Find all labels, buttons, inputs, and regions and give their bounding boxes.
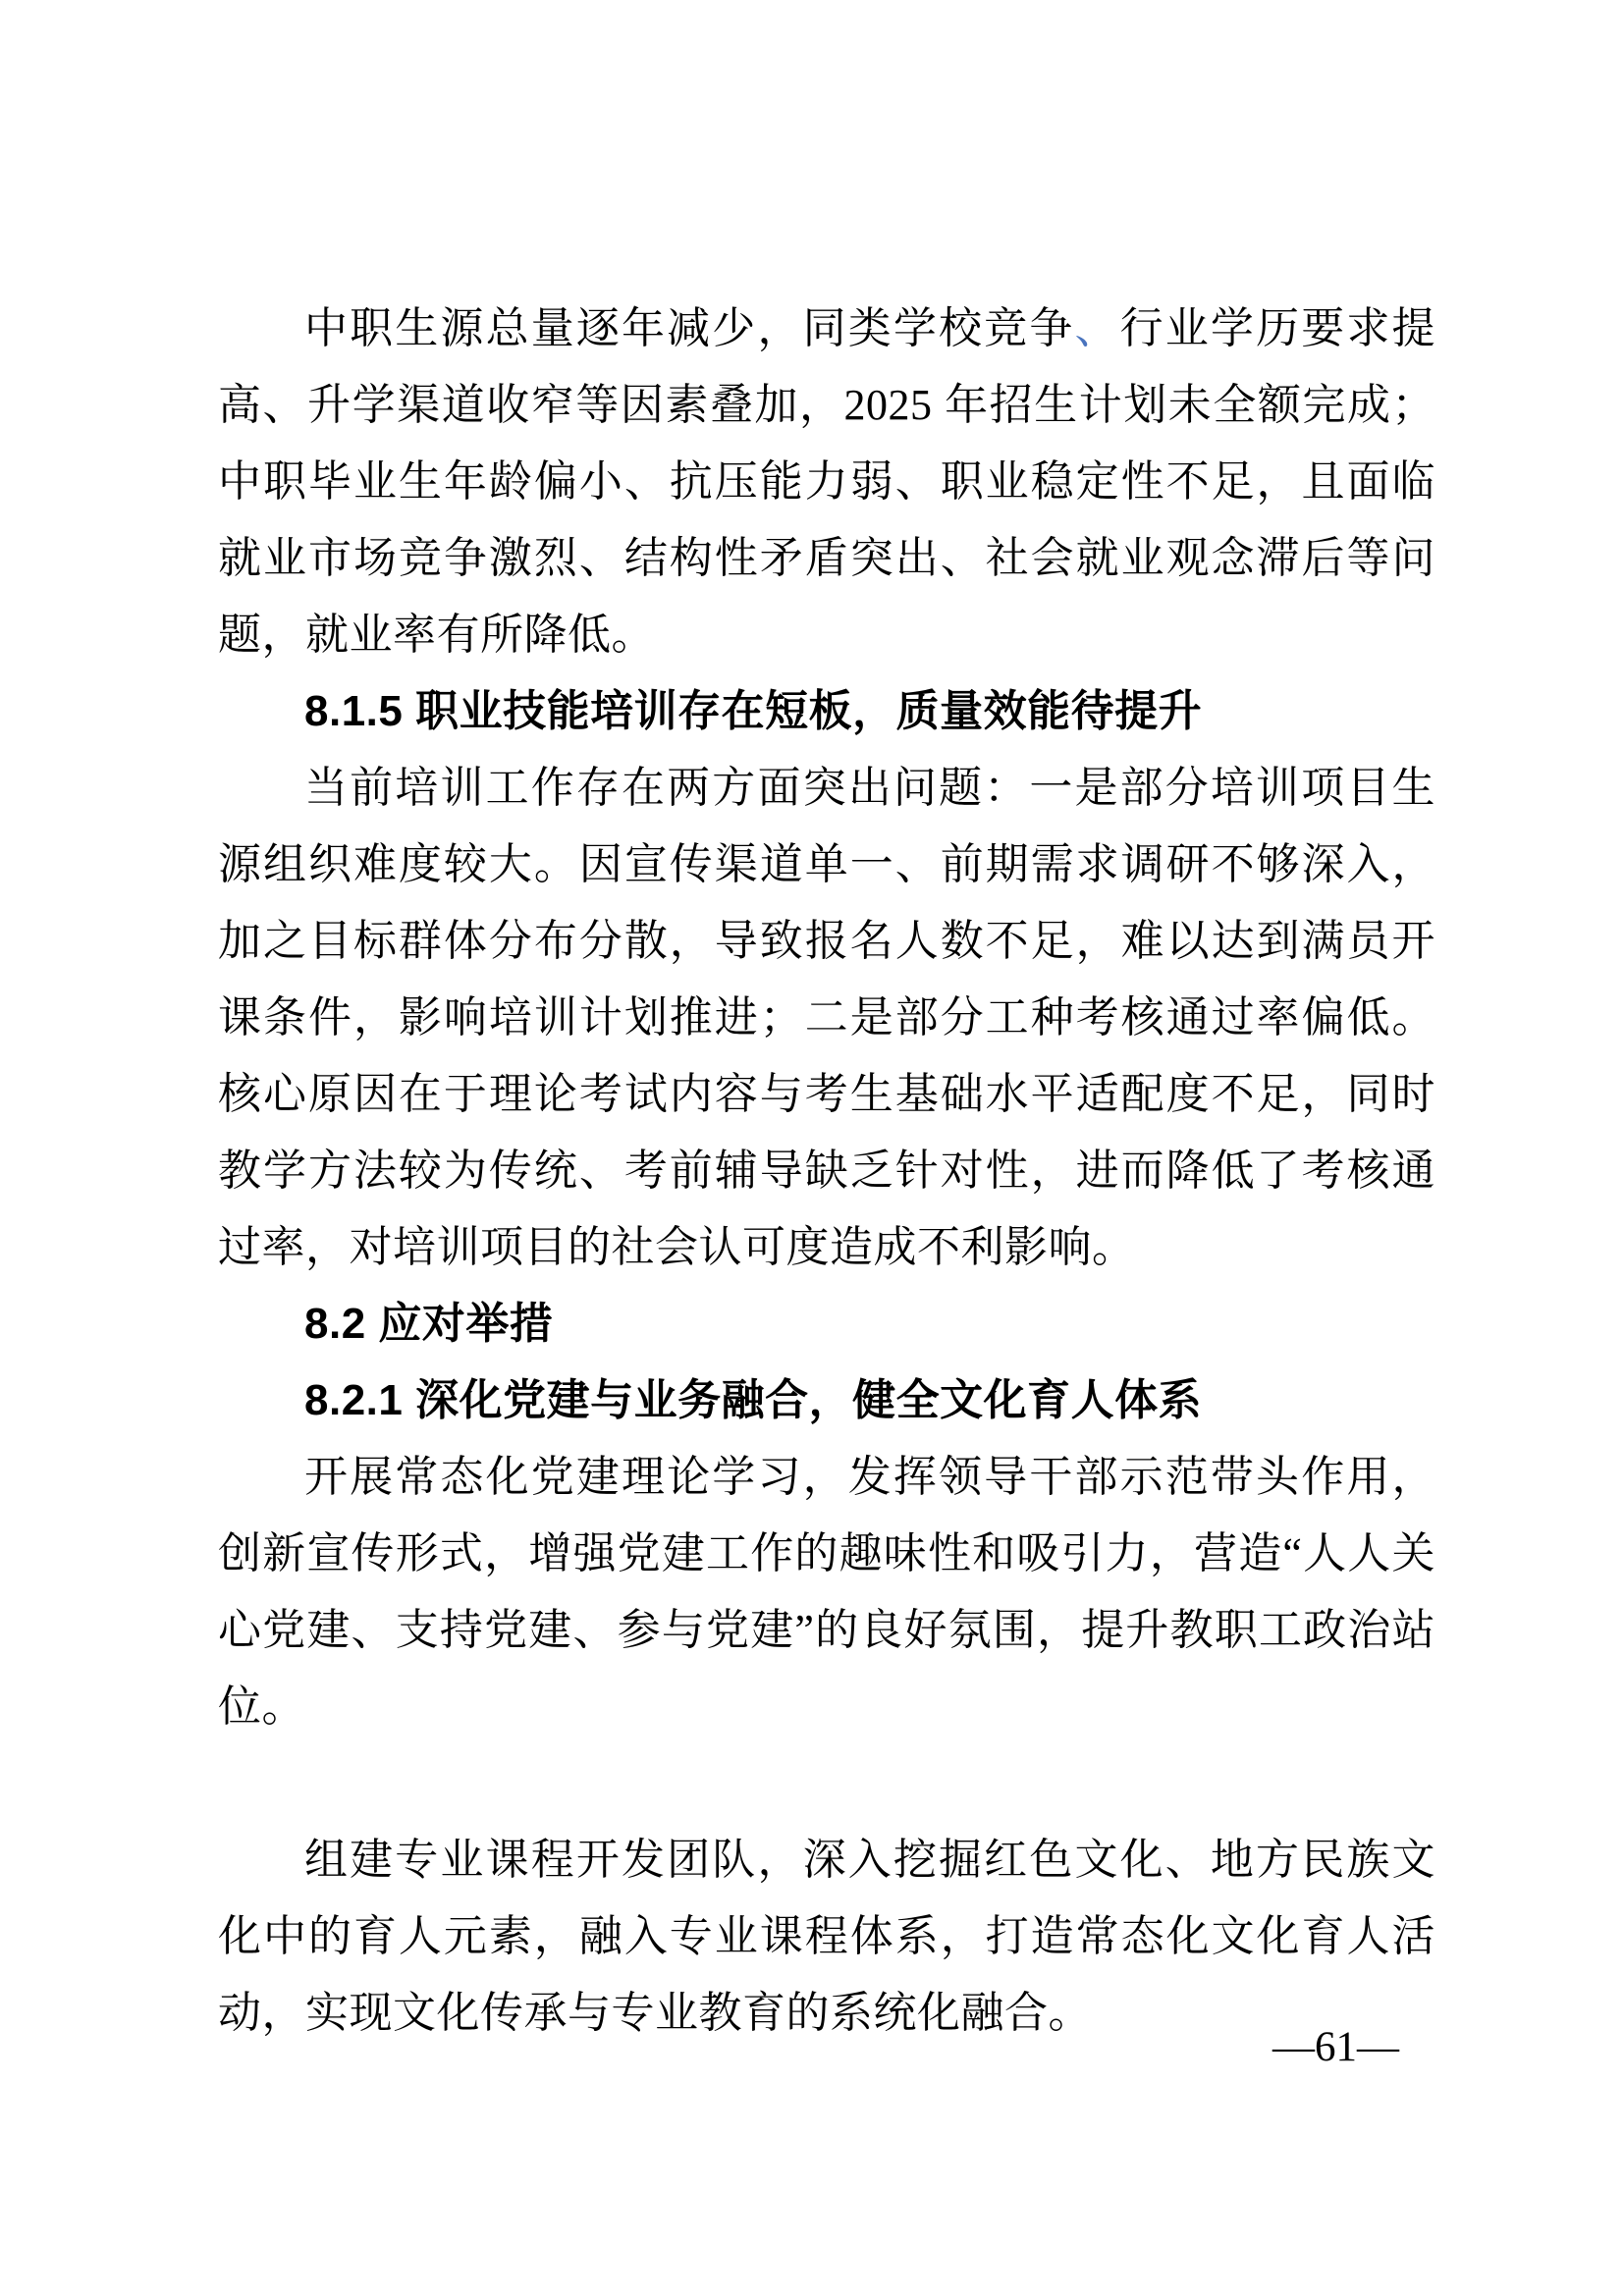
heading-8-1-5: 8.1.5 职业技能培训存在短板，质量效能待提升 <box>304 687 1203 735</box>
paragraph-enrollment-text-1: 中职生源总量逐年减少，同类学校竞争 <box>304 304 1075 352</box>
page-content <box>218 291 1435 2052</box>
heading-8-2: 8.2 应对举措 <box>304 1300 554 1348</box>
paragraph-curriculum-team: 组建专业课程开发团队，深入挖掘红色文化、地方民族文化中的育人元素，融入专业课程体系，打造常态化文化育人活动，实现文化传承与专业教育的系统化融合。 <box>218 1836 1435 2037</box>
blue-caesura-mark: 、 <box>1074 304 1120 352</box>
page-number: —61— <box>1272 2024 1399 2070</box>
heading-8-2-1: 8.2.1 深化党建与业务融合，健全文化育人体系 <box>304 1376 1203 1424</box>
paragraph-training-issues: 当前培训工作存在两方面突出问题：一是部分培训项目生源组织难度较大。因宣传渠道单一、前期需求调研不够深入，加之目标群体分布分散，导致报名人数不足，难以达到满员开课条件，影响培训计划推进；二是部分工种考核通过率偏低。核心原因在于理论考试内容与考生基础水平适配度不足，同时教学方法较为传统、考前辅导缺乏针对性，进而降低了考核通过率，对培训项目的社会认可度造成不利影响。 <box>218 764 1435 1271</box>
paragraph-enrollment-decline <box>218 291 1435 673</box>
paragraph-enrollment-text-2: 行业学历要求提高、升学渠道收窄等因素叠加，2025 年招生计划未全额完成；中职毕业生年龄偏小、抗压能力弱、职业稳定性不足，且面临就业市场竞争激烈、结构性矛盾突出、社会就业观念滞后等问题，就业率有所降低。 <box>218 304 1436 659</box>
paragraph-party-building: 开展常态化党建理论学习，发挥领导干部示范带头作用，创新宣传形式，增强党建工作的趣味性和吸引力，营造“人人关心党建、支持党建、参与党建”的良好氛围，提升教职工政治站位。 <box>218 1453 1435 1731</box>
blank-line-spacer <box>218 1745 1435 1822</box>
